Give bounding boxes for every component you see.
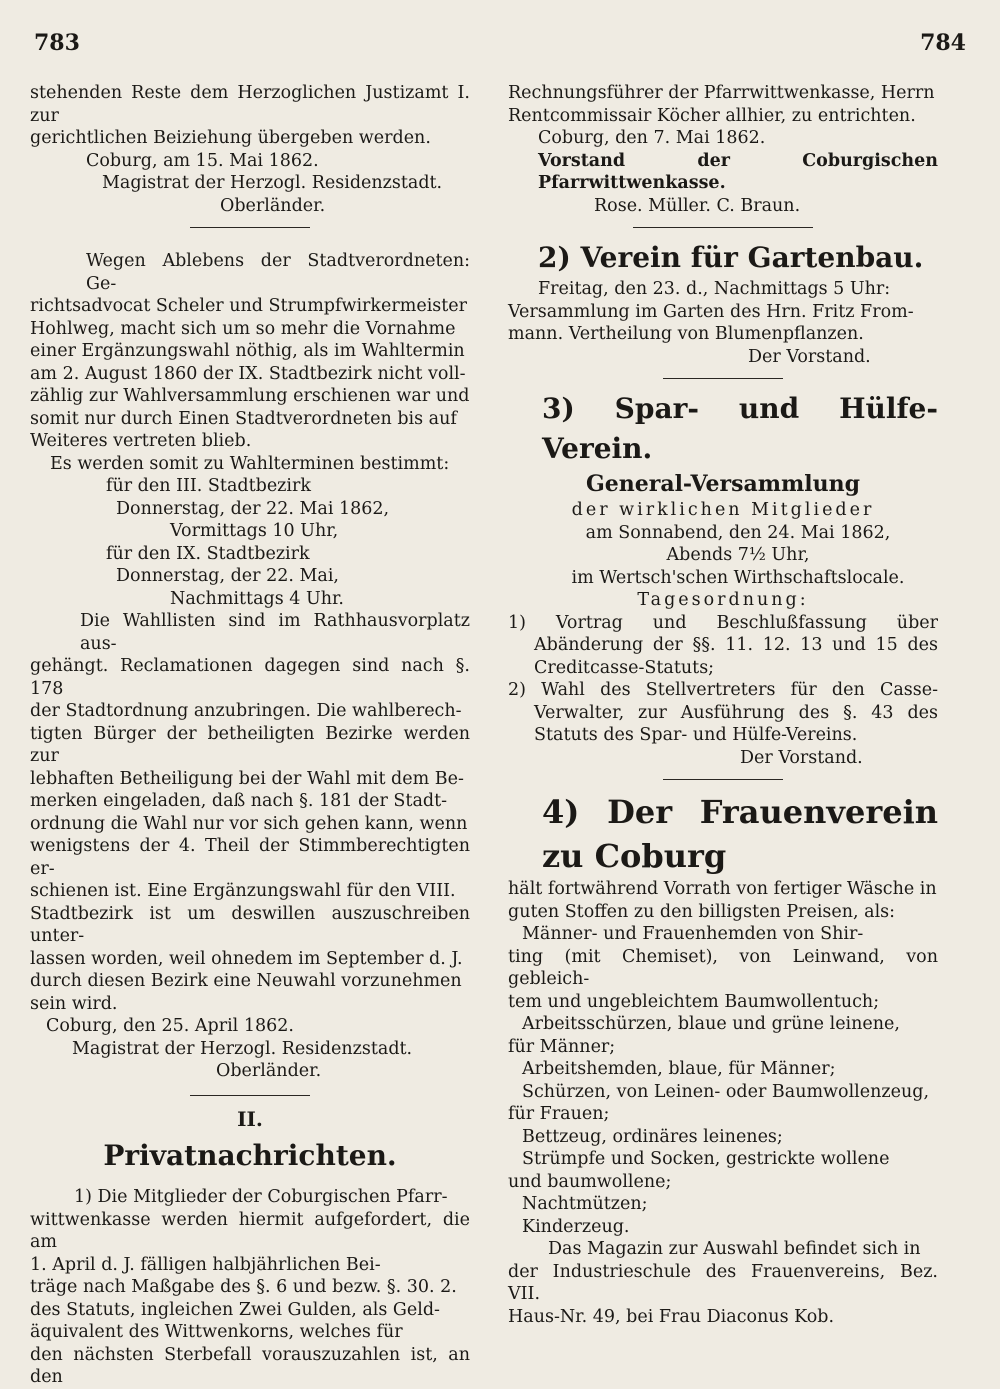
- item3-title: 3) Spar- und Hülfe-Verein.: [542, 392, 938, 465]
- text-line: hält fortwährend Vorrath von fertiger Wäsche in: [508, 879, 937, 899]
- agenda-item: 2) Wahl des Stellvertreters für den Casse-Verwalter, zur Ausführung des §. 43 des Statuts des Spar- und Hülfe-Vereins.: [508, 680, 938, 745]
- text-line: zählig zur Wahlversammlung erschienen war und: [30, 386, 470, 406]
- text-line: Es werden somit zu Wahlterminen bestimmt:: [50, 453, 450, 474]
- text-line: Versammlung im Garten des Hrn. Fritz From-: [508, 301, 914, 322]
- notice-signature: Oberländer.: [216, 1061, 322, 1081]
- divider: [190, 227, 310, 228]
- item3-signature: Der Vorstand.: [740, 747, 863, 768]
- text-line: Haus-Nr. 49, bei Frau Diaconus Kob.: [508, 1306, 835, 1327]
- goods-line: ting (mit Chemiset), von Leinwand, von gebleich-: [508, 946, 938, 989]
- divider: [663, 779, 783, 780]
- goods-line: Schürzen, von Leinen- oder Baumwollenzeug,: [522, 1081, 930, 1102]
- notice-office: Magistrat der Herzogl. Residenzstadt.: [72, 1038, 413, 1059]
- text-line: gerichtlichen Beiziehung übergeben werden.: [30, 128, 431, 148]
- item3-time: Abends 7½ Uhr,: [666, 545, 810, 565]
- text-line: des Statuts, ingleichen Zwei Gulden, als Geld-: [30, 1299, 440, 1320]
- text-line: somit nur durch Einen Stadtverordneten bis auf: [30, 408, 457, 429]
- text-line: durch diesen Bezirk eine Neuwahl vorzunehmen: [30, 971, 462, 991]
- text-line: Das Magazin zur Auswahl befindet sich in: [548, 1239, 921, 1259]
- item2-title: 2) Verein für Gartenbau.: [538, 241, 924, 274]
- goods-line: Nachtmützen;: [522, 1194, 648, 1214]
- section-number: II.: [237, 1106, 263, 1131]
- item4-title: 4) Der Frauenverein zu Coburg: [542, 793, 938, 875]
- goods-line: für Frauen;: [508, 1104, 610, 1124]
- term-time: Vormittags 10 Uhr,: [170, 521, 339, 541]
- text-line: einer Ergänzungswahl nöthig, als im Wahltermin: [30, 341, 465, 361]
- goods-line: tem und ungebleichtem Baumwollentuch;: [508, 991, 880, 1012]
- text-line: Wegen Ablebens der Stadtverordneten: Ge-: [86, 251, 470, 294]
- notice-signature: Oberländer.: [220, 195, 326, 216]
- term-date: Donnerstag, der 22. Mai,: [116, 566, 339, 586]
- text-line: schienen ist. Eine Ergänzungswahl für den VIII.: [30, 881, 456, 901]
- board-name: Vorstand der Coburgischen Pfarrwittwenkasse.: [538, 150, 938, 193]
- item3-place: im Wertsch'schen Wirthschaftslocale.: [571, 567, 905, 588]
- notice-office: Magistrat der Herzogl. Residenzstadt.: [102, 173, 443, 193]
- goods-line: für Männer;: [508, 1036, 616, 1057]
- right-column: [508, 82, 938, 1328]
- term-district: für den III. Stadtbezirk: [106, 476, 311, 496]
- text-line: stehenden Reste dem Herzoglichen Justizamt I. zur: [30, 83, 470, 126]
- item2-signature: Der Vorstand.: [748, 346, 871, 367]
- text-line: am 2. August 1860 der IX. Stadtbezirk nicht voll-: [30, 363, 466, 384]
- text-line: 1. April d. J. fälligen halbjährlichen Bei-: [30, 1254, 381, 1275]
- goods-line: Bettzeug, ordinäres leinenes;: [522, 1126, 783, 1147]
- text-line: träge nach Maßgabe des §. 6 und bezw. §. 30. 2.: [30, 1277, 457, 1297]
- goods-line: Strümpfe und Socken, gestrickte wollene: [522, 1149, 890, 1169]
- goods-line: Arbeitsschürzen, blaue und grüne leinene,: [522, 1014, 900, 1034]
- text-line: richtsadvocat Scheler und Strumpfwirkermeister: [30, 296, 468, 316]
- text-line: Freitag, den 23. d., Nachmittags 5 Uhr:: [538, 279, 891, 299]
- goods-line: Arbeitshemden, blaue, für Männer;: [522, 1059, 836, 1079]
- page-number-right: 784: [920, 30, 966, 56]
- item3-subtitle2: der wirklichen Mitglieder: [571, 500, 875, 520]
- agenda-item: 1) Vortrag und Beschlußfassung über Abänderung der §§. 11. 12. 13 und 15 des Creditcasse-Statuts;: [508, 612, 938, 678]
- text-line: ordnung die Wahl nur vor sich gehen kann, wenn: [30, 813, 468, 834]
- text-line: der Stadtordnung anzubringen. Die wahlberech-: [30, 701, 462, 721]
- left-column: [30, 82, 470, 1389]
- notice-date: Coburg, den 25. April 1862.: [46, 1016, 294, 1036]
- term-district: für den IX. Stadtbezirk: [106, 543, 310, 564]
- goods-line: Kinderzeug.: [522, 1216, 630, 1237]
- divider: [633, 227, 813, 228]
- text-line: Rechnungsführer der Pfarrwittwenkasse, Herrn: [508, 83, 935, 103]
- divider: [190, 1095, 310, 1096]
- text-line: guten Stoffen zu den billigsten Preisen, als:: [508, 901, 896, 922]
- text-line: Weiteres vertreten blieb.: [30, 431, 252, 451]
- text-line: mann. Vertheilung von Blumenpflanzen.: [508, 324, 864, 344]
- text-line: äquivalent des Wittwenkorns, welches für: [30, 1322, 403, 1342]
- text-line: Stadtbezirk ist um deswillen auszuschreiben unter-: [30, 903, 470, 946]
- text-line: den nächsten Sterbefall vorauszuzahlen ist, an den: [30, 1344, 470, 1387]
- notice-date: Coburg, am 15. Mai 1862.: [86, 150, 319, 171]
- text-line: wittwenkasse werden hiermit aufgefordert, die am: [30, 1209, 470, 1252]
- divider: [663, 378, 783, 379]
- text-line: sein wird.: [30, 993, 118, 1014]
- notice-date: Coburg, den 7. Mai 1862.: [538, 128, 766, 148]
- text-line: merken eingeladen, daß nach §. 181 der Stadt-: [30, 791, 448, 811]
- text-line: tigten Bürger der betheiligten Bezirke werden zur: [30, 723, 470, 766]
- text-line: Die Wahllisten sind im Rathhausvorplatz aus-: [80, 611, 470, 654]
- goods-line: und baumwollene;: [508, 1171, 672, 1192]
- text-line: der Industrieschule des Frauenvereins, Bez. VII.: [508, 1261, 938, 1304]
- text-line: 1) Die Mitglieder der Coburgischen Pfarr-: [74, 1187, 448, 1207]
- page-number-left: 783: [34, 30, 80, 56]
- text-line: lassen worden, weil ohnedem im September d. J.: [30, 948, 463, 969]
- notice-signature: Rose. Müller. C. Braun.: [594, 195, 801, 216]
- goods-line: Männer- und Frauenhemden von Shir-: [522, 924, 864, 944]
- text-line: Hohlweg, macht sich um so mehr die Vornahme: [30, 318, 456, 339]
- term-time: Nachmittags 4 Uhr.: [170, 588, 344, 609]
- section-title: Privatnachrichten.: [103, 1139, 397, 1172]
- text-line: wenigstens der 4. Theil der Stimmberechtigten er-: [30, 836, 470, 879]
- term-date: Donnerstag, der 22. Mai 1862,: [116, 498, 390, 519]
- text-line: Rentcommissair Köcher allhier, zu entrichten.: [508, 105, 916, 126]
- text-line: lebhaften Betheiligung bei der Wahl mit dem Be-: [30, 768, 464, 789]
- item3-subtitle: General-Versammlung: [585, 471, 861, 497]
- agenda-heading: Tagesordnung:: [637, 590, 809, 610]
- text-line: gehängt. Reclamationen dagegen sind nach §. 178: [30, 656, 470, 699]
- item3-date: am Sonnabend, den 24. Mai 1862,: [585, 522, 891, 543]
